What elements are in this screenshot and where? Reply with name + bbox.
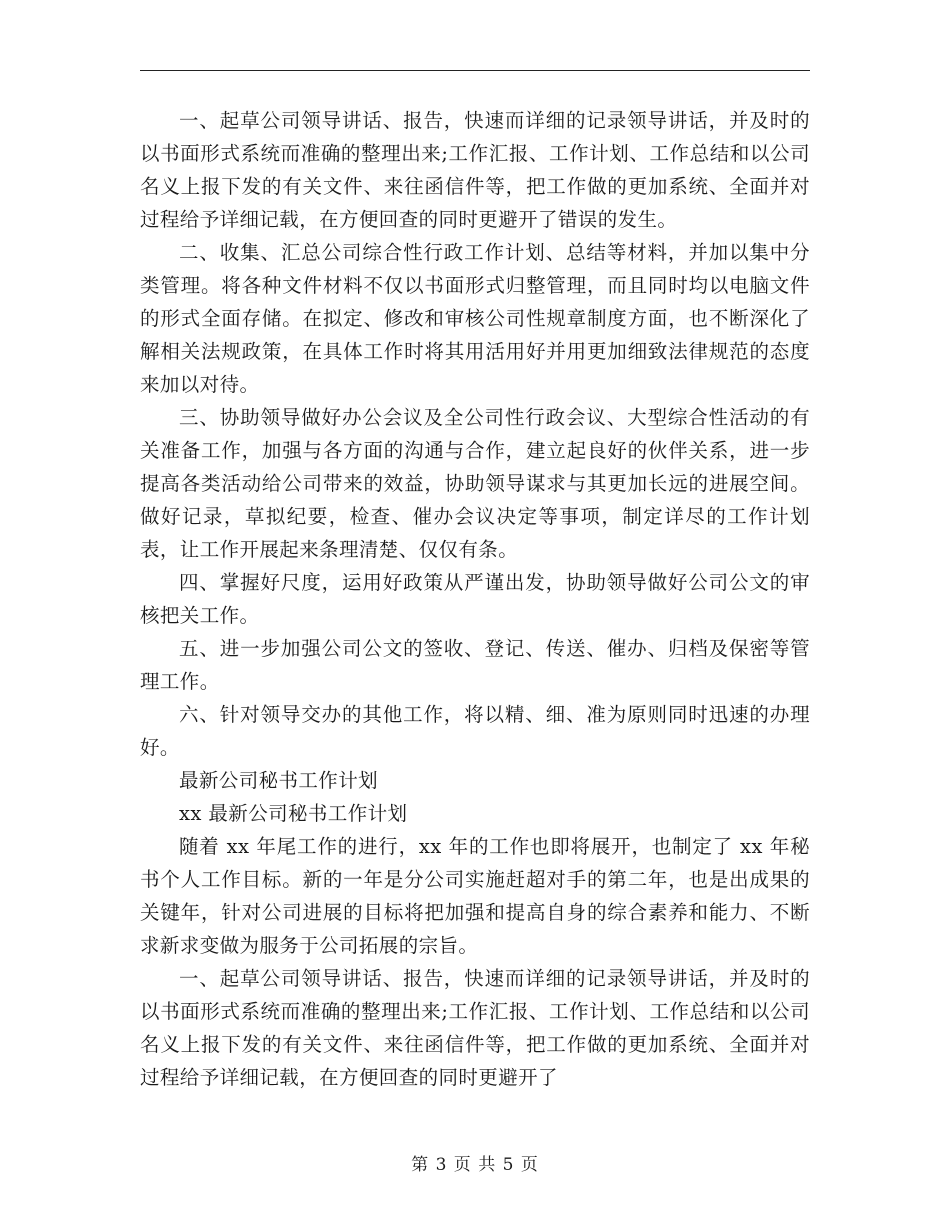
intro-paragraph: 随着 xx 年尾工作的进行，xx 年的工作也即将展开，也制定了 xx 年秘书个人工作目标。新的一年是分公司实施赶超对手的第二年，也是出成果的关键年，针对公司进展的目标将把加强和提高自身的综合素养和能力、不断求新求变做为服务于公司拓展的宗旨。 bbox=[140, 835, 810, 957]
paragraph-item-1: 一、起草公司领导讲话、报告，快速而详细的记录领导讲话，并及时的以书面形式系统而准确的整理出来;工作汇报、工作计划、工作总结和以公司名义上报下发的有关文件、来往函信件等，把工作做的更加系统、全面并对过程给予详细记载，在方便回查的同时更避开了错误的发生。 bbox=[140, 109, 810, 231]
header-rule bbox=[140, 70, 810, 71]
section-heading: 最新公司秘书工作计划 bbox=[179, 769, 379, 792]
paragraph-item-4: 四、掌握好尺度，运用好政策从严谨出发，协助领导做好公司公文的审核把关工作。 bbox=[140, 571, 810, 627]
section-subheading: xx 最新公司秘书工作计划 bbox=[179, 802, 408, 825]
document-body bbox=[140, 104, 810, 1094]
paragraph-item-3: 三、协助领导做好办公会议及全公司性行政会议、大型综合性活动的有关准备工作，加强与各方面的沟通与合作，建立起良好的伙伴关系，进一步提高各类活动给公司带来的效益，协助领导谋求与其更加长远的进展空间。做好记录，草拟纪要，检查、催办会议决定等事项，制定详尽的工作计划表，让工作开展起来条理清楚、仅仅有条。 bbox=[140, 406, 810, 561]
paragraph-item-1-repeat: 一、起草公司领导讲话、报告，快速而详细的记录领导讲话，并及时的以书面形式系统而准确的整理出来;工作汇报、工作计划、工作总结和以公司名义上报下发的有关文件、来往函信件等，把工作做的更加系统、全面并对过程给予详细记载，在方便回查的同时更避开了 bbox=[140, 967, 810, 1089]
paragraph-item-5: 五、进一步加强公司公文的签收、登记、传送、催办、归档及保密等管理工作。 bbox=[140, 637, 810, 693]
paragraph-item-2: 二、收集、汇总公司综合性行政工作计划、总结等材料，并加以集中分类管理。将各种文件材料不仅以书面形式归整管理，而且同时均以电脑文件的形式全面存储。在拟定、修改和审核公司性规章制度方面，也不断深化了解相关法规政策，在具体工作时将其用活用好并用更加细致法律规范的态度来加以对待。 bbox=[140, 241, 810, 396]
paragraph-item-6: 六、针对领导交办的其他工作，将以精、细、准为原则同时迅速的办理好。 bbox=[140, 703, 810, 759]
page-number-footer: 第 3 页 共 5 页 bbox=[411, 1155, 539, 1175]
